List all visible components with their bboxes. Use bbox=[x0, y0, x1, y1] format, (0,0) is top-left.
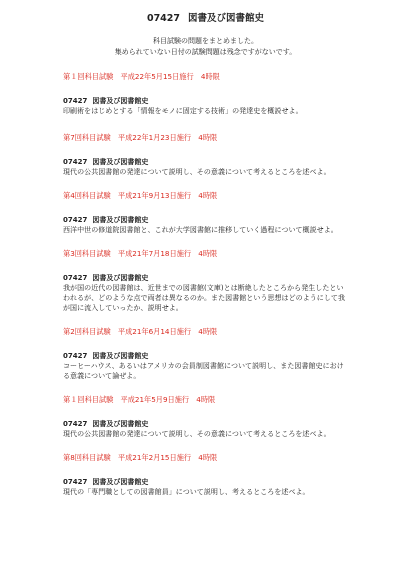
exam-section bbox=[63, 71, 348, 116]
intro-text bbox=[63, 36, 348, 58]
question-code: 07427 bbox=[63, 274, 88, 282]
question-course-title: 図書及び図書館史 bbox=[92, 158, 149, 166]
exam-heading: 第7回科目試験 平成22年1月23日施行 4時限 bbox=[63, 133, 218, 142]
exam-section bbox=[63, 394, 348, 439]
question-text: 現代の公共図書館の発達について説明し、その意義について考えるところを述べよ。 bbox=[63, 430, 331, 438]
question-title bbox=[63, 273, 348, 283]
question-title bbox=[63, 419, 348, 429]
exam-section bbox=[63, 248, 348, 313]
question-title bbox=[63, 157, 348, 167]
exam-section bbox=[63, 326, 348, 381]
exam-heading: 第4回科目試験 平成21年9月13日施行 4時限 bbox=[63, 191, 218, 200]
question-text: コーヒーハウス、あるいはアメリカの会員制図書館について説明し、また図書館史における意義について論ぜよ。 bbox=[63, 362, 344, 380]
exam-heading: 第3回科目試験 平成21年7月18日施行 4時限 bbox=[63, 249, 218, 258]
intro-line: 集められていない日付の試験問題は残念ですがないです。 bbox=[114, 48, 297, 56]
question-title bbox=[63, 477, 348, 487]
question-course-title: 図書及び図書館史 bbox=[92, 97, 149, 105]
exam-section bbox=[63, 452, 348, 497]
exam-heading: 第2回科目試験 平成21年6月14日施行 4時限 bbox=[63, 327, 218, 336]
exam-heading: 第１回科目試験 平成21年5月9日施行 4時限 bbox=[63, 395, 216, 404]
question-text: 我が国の近代の図書館は、近世までの図書館(文庫)とは断絶したところから発生したといわれるが、どのような点で両者は異なるのか。また図書館という思想はどのようにして我が国に流入していったか、説明せよ。 bbox=[63, 284, 345, 312]
document-title bbox=[63, 12, 348, 26]
question-code: 07427 bbox=[63, 97, 88, 105]
question-course-title: 図書及び図書館史 bbox=[92, 274, 149, 282]
question-course-title: 図書及び図書館史 bbox=[92, 216, 149, 224]
question-title bbox=[63, 351, 348, 361]
course-title: 図書及び図書館史 bbox=[188, 13, 265, 24]
question-title bbox=[63, 96, 348, 106]
question-code: 07427 bbox=[63, 420, 88, 428]
course-code: 07427 bbox=[146, 13, 181, 24]
exam-heading: 第8回科目試験 平成21年2月15日施行 4時限 bbox=[63, 453, 218, 462]
exam-heading: 第１回科目試験 平成22年5月15日施行 4時限 bbox=[63, 72, 220, 81]
question-text: 現代の「専門職としての図書館員」について説明し、考えるところを述べよ。 bbox=[63, 488, 310, 496]
question-course-title: 図書及び図書館史 bbox=[92, 420, 149, 428]
question-course-title: 図書及び図書館史 bbox=[92, 352, 149, 360]
question-code: 07427 bbox=[63, 352, 88, 360]
question-code: 07427 bbox=[63, 216, 88, 224]
exam-section bbox=[63, 132, 348, 177]
question-title bbox=[63, 215, 348, 225]
exam-section bbox=[63, 190, 348, 235]
question-text: 印刷術をはじめとする「情報をモノに固定する技術」の発達史を概説せよ。 bbox=[63, 107, 303, 115]
question-text: 西洋中世の修道院図書館と、これが大学図書館に推移していく過程について概説せよ。 bbox=[63, 226, 338, 234]
question-course-title: 図書及び図書館史 bbox=[92, 478, 149, 486]
question-text: 現代の公共図書館の発達について説明し、その意義について考えるところを述べよ。 bbox=[63, 168, 331, 176]
question-code: 07427 bbox=[63, 158, 88, 166]
question-code: 07427 bbox=[63, 478, 88, 486]
intro-line: 科目試験の問題をまとめました。 bbox=[153, 37, 258, 45]
